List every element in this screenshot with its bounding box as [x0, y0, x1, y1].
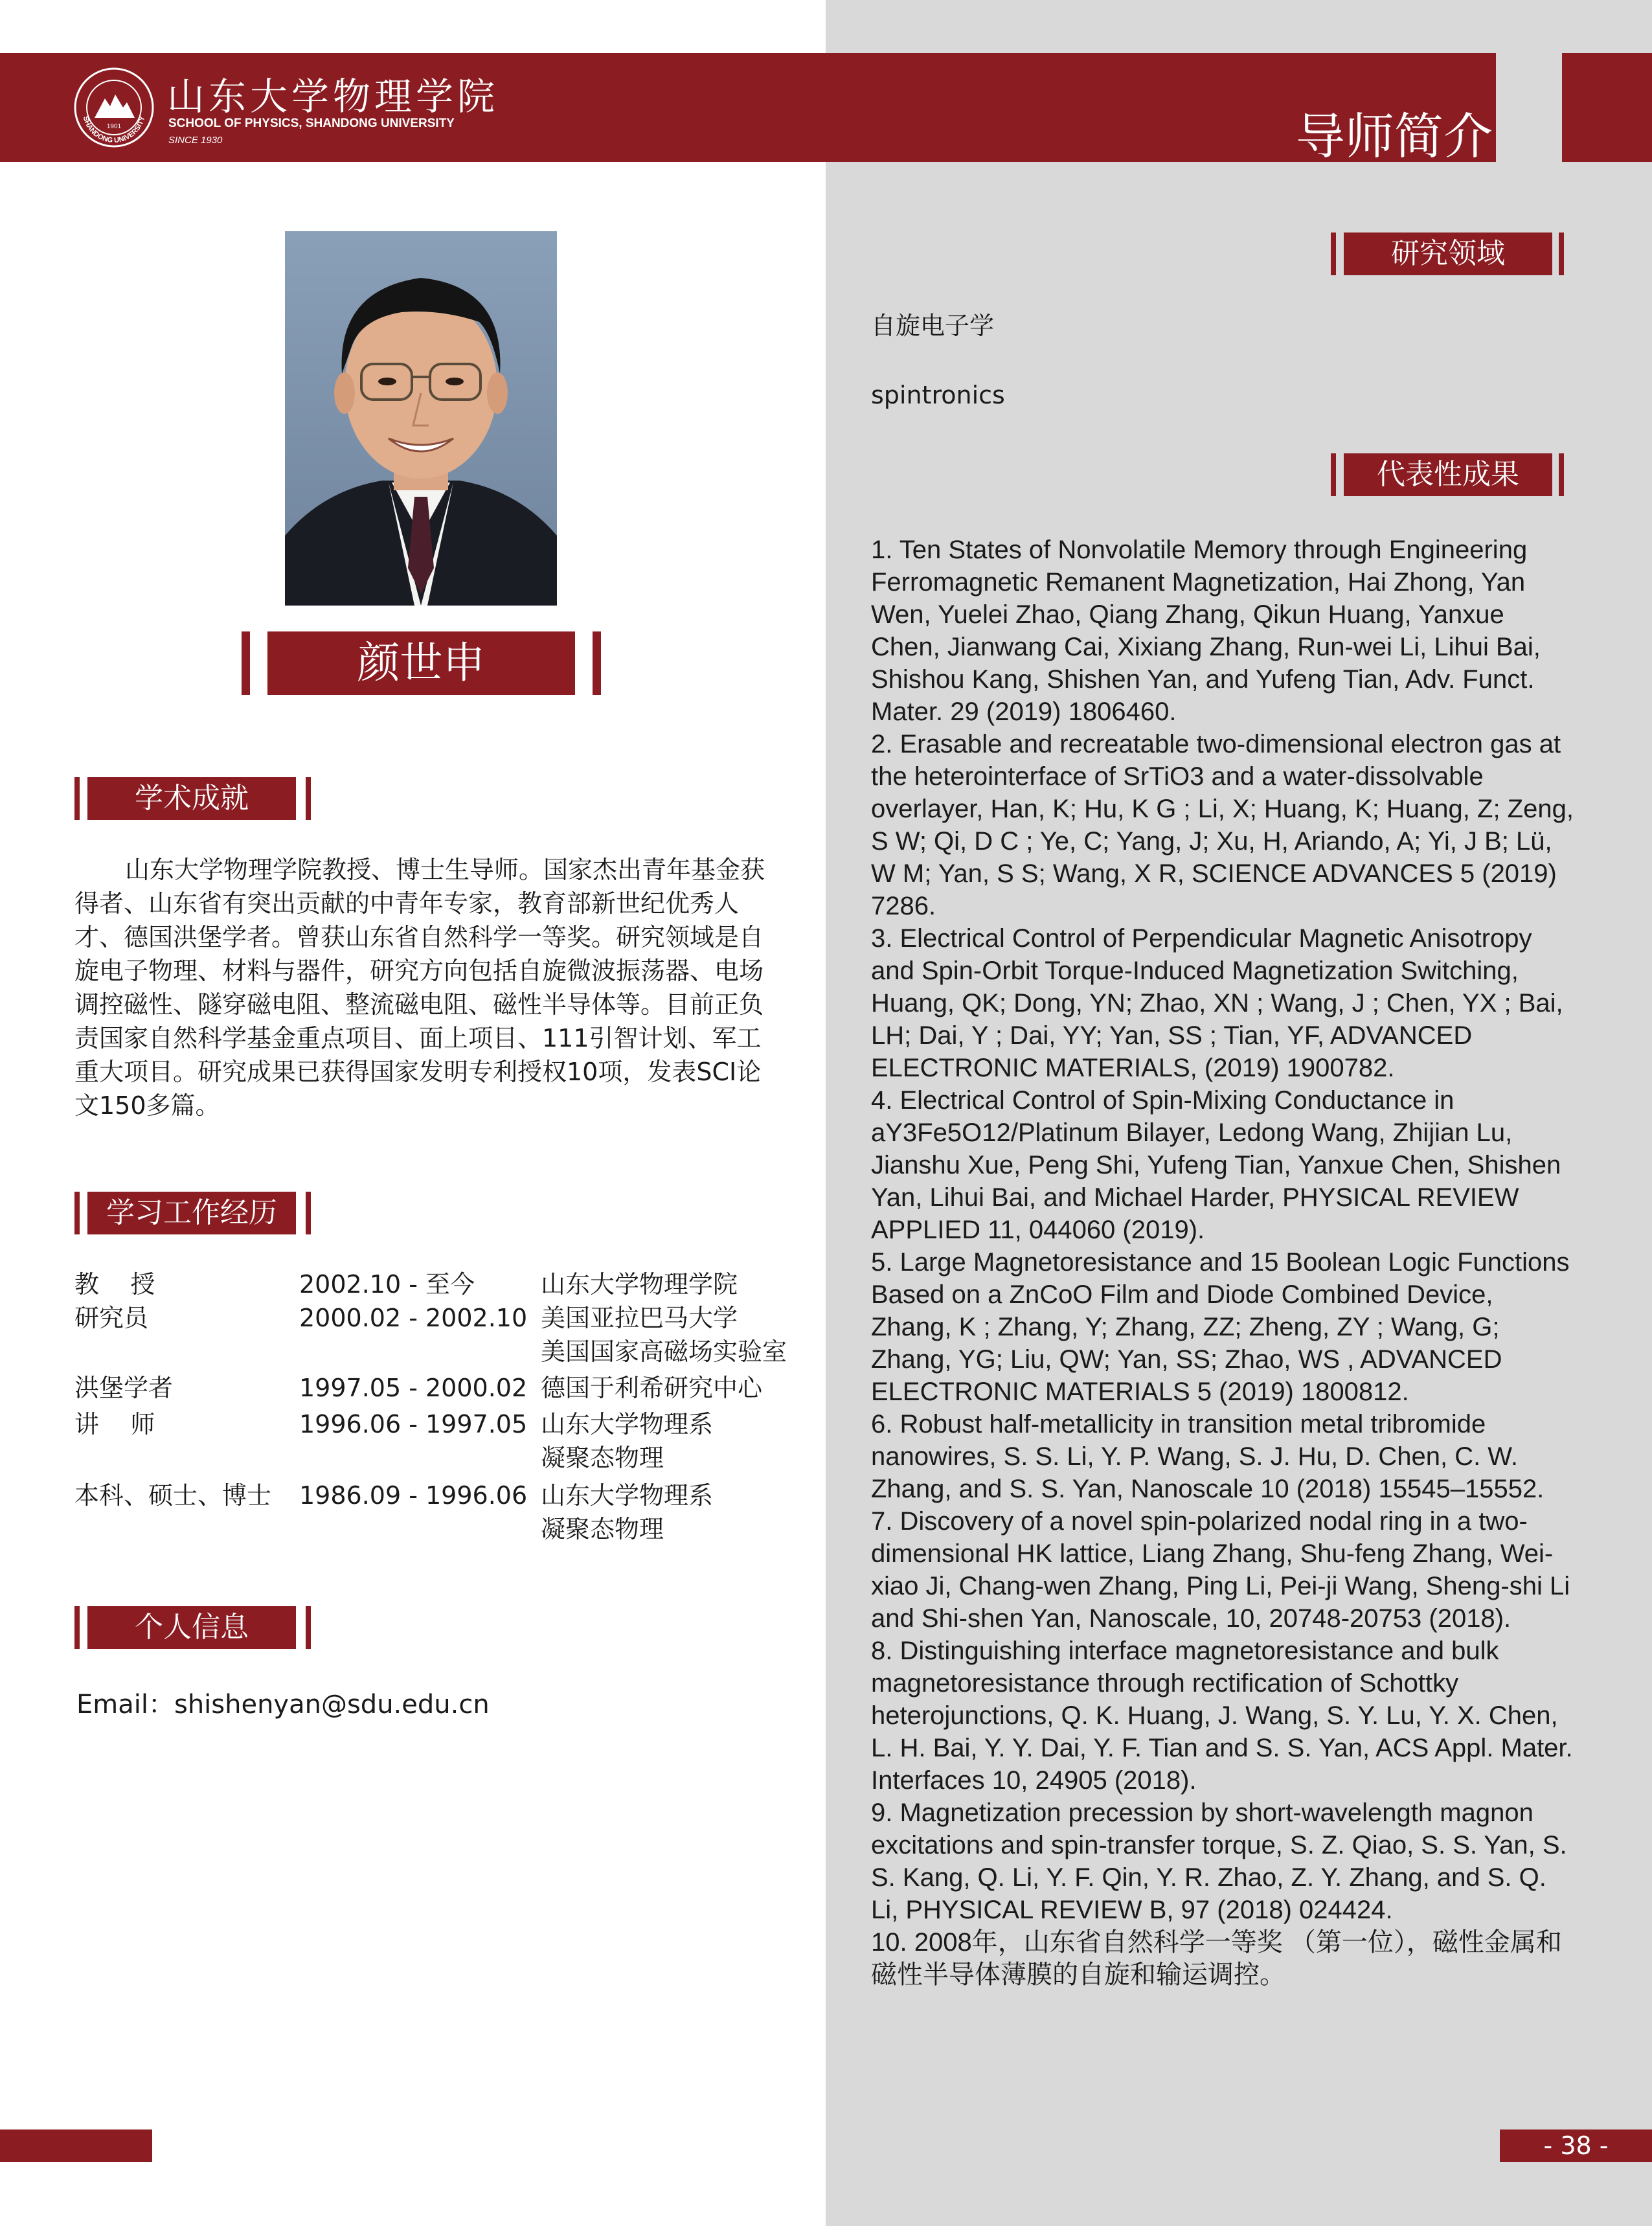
section-header-history [74, 1192, 311, 1234]
history-place: 美国亚拉巴马大学 [541, 1304, 738, 1332]
publications-list [871, 534, 1577, 1991]
section-tick [306, 777, 311, 820]
history-position: 研究员 [74, 1304, 149, 1332]
publication-item: 9. Magnetization precession by short-wavelength magnon excitations and spin-transfer torque, S. Z. Qiao, S. S. Yan, S. S. Kang, Q. Li, Y. F. Qin, Y. R. Zhao, Z. Y. Zhang, and S. Q. Li, PHYSICAL REVIEW B, 97 (2018) 024424. [871, 1799, 1567, 1924]
section-tick [1331, 453, 1336, 496]
history-place: 德国于利希研究中心 [541, 1374, 763, 1402]
achievements-paragraph: 山东大学物理学院教授、博士生导师。国家杰出青年基金获得者、山东省有突出贡献的中青年专家，教育部新世纪优秀人才、德国洪堡学者。曾获山东省自然科学一等奖。研究领域是自旋电子物理、材料与器件，研究方向包括自旋微波振荡器、电场调控磁性、隧穿磁电阻、整流磁电阻、磁性半导体等。目前正负责国家自然科学基金重点项目、面上项目、111引智计划、军工重大项目。研究成果已获得国家发明专利授权10项，发表SCI论文150多篇。 [74, 856, 765, 1120]
section-tick [74, 1606, 80, 1649]
publication-item: 2. Erasable and recreatable two-dimensional electron gas at the heterointerface of SrTiO3 and a water-dissolvable overlayer, Han, K; Hu, K G ; Li, X; Huang, K; Huang, Z; Zeng, S W; Qi, D C ; Ye, C; Yang, J; Xu, H, Ariando, A; Yi, J B; Lü, W M; Yan, S S; Wang, X R, SCIENCE ADVANCES 5 (2019) 7286. [871, 730, 1574, 920]
publication-item: 4. Electrical Control of Spin-Mixing Conductance in aY3Fe5O12/Platinum Bilayer, Ledong Wang, Zhijian Lu, Jianshu Xue, Peng Shi, Yufeng Tian, Yanxue Chen, Shishen Yan, Lihui Bai, and Michael Harder, PHYSICAL REVIEW APPLIED 11, 044060 (2019). [871, 1086, 1561, 1244]
name-plate [242, 631, 601, 695]
history-place: 凝聚态物理 [541, 1444, 664, 1472]
publication-item: 7. Discovery of a novel spin-polarized nodal ring in a two-dimensional HK lattice, Liang Zhang, Shu-feng Zhang, Wei-xiao Ji, Chang-wen Zhang, Ping Li, Pei-ji Wang, Sheng-shi Li and Shi-shen Yan, Nanoscale, 10, 20748-20753 (2018). [871, 1507, 1570, 1633]
name-plate-right-tick [593, 631, 601, 695]
section-header-personal [74, 1606, 311, 1649]
header-accent-block [1562, 53, 1652, 162]
publication-item: 8. Distinguishing interface magnetoresistance and bulk magnetoresistance through rectification of Schottky heterojunctions, Q. K. Huang, J. Wang, S. Y. Lu, Y. X. Chen, L. H. Bai, Y. Y. Dai, Y. F. Tian and S. S. Yan, ACS Appl. Mater. Interfaces 10, 24905 (2018). [871, 1637, 1573, 1795]
history-period: 2002.10 - 至今 [299, 1270, 475, 1299]
school-name-cn: 山东大学物理学院 [167, 74, 499, 119]
history-place: 山东大学物理系 [541, 1410, 714, 1438]
portrait-photo [285, 231, 557, 606]
history-position: 洪堡学者 [74, 1374, 174, 1402]
research-field-en: spintronics [871, 381, 1005, 409]
section-title: 代表性成果 [1344, 453, 1552, 496]
history-place: 山东大学物理系 [541, 1481, 714, 1510]
history-place: 山东大学物理学院 [541, 1270, 738, 1299]
page-number: - 38 - [1500, 2129, 1652, 2162]
history-period: 1986.09 - 1996.06 [299, 1481, 528, 1510]
section-header-publications [1331, 453, 1564, 496]
section-tick [74, 1192, 80, 1234]
section-tick [1559, 233, 1564, 275]
professor-name: 颜世申 [267, 631, 575, 695]
history-place: 凝聚态物理 [541, 1515, 664, 1543]
section-tick [306, 1192, 311, 1234]
page-title: 导师简介 [1296, 108, 1493, 165]
footer-accent-bar [0, 2129, 152, 2162]
section-title: 学习工作经历 [87, 1192, 296, 1234]
publication-item: 3. Electrical Control of Perpendicular Magnetic Anisotropy and Spin-Orbit Torque-Induced Magnetization Switching, Huang, QK; Dong, YN; Zhao, XN ; Wang, J ; Chen, YX ; Bai, LH; Dai, Y ; Dai, YY; Yan, SS ; Tian, YF, ADVANCED ELECTRONIC MATERIALS, (2019) 1900782. [871, 924, 1563, 1082]
name-plate-left-tick [242, 631, 250, 695]
section-header-research [1331, 233, 1564, 275]
email-text: Email：shishenyan@sdu.edu.cn [76, 1690, 490, 1720]
history-position: 讲 师 [74, 1410, 155, 1438]
history-period: 1996.06 - 1997.05 [299, 1410, 528, 1438]
publication-item: 10. 2008年，山东省自然科学一等奖 （第一位），磁性金属和磁性半导体薄膜的自旋和输运调控。 [871, 1928, 1562, 1989]
publication-item: 6. Robust half-metallicity in transition metal tribromide nanowires, S. S. Li, Y. P. Wang, S. J. Hu, D. Chen, C. W. Zhang, and S. S. Yan, Nanoscale 10 (2018) 15545–15552. [871, 1410, 1545, 1503]
school-name-en: SCHOOL OF PHYSICS, SHANDONG UNIVERSITY [168, 117, 455, 130]
section-title: 个人信息 [87, 1606, 296, 1649]
section-title: 研究领域 [1344, 233, 1552, 275]
publication-item: 5. Large Magnetoresistance and 15 Boolean Logic Functions Based on a ZnCoO Film and Diode Combined Device, Zhang, K ; Zhang, Y; Zhang, ZZ; Zheng, ZY ; Wang, G; Zhang, YG; Liu, QW; Yan, SS; Zhao, WS , ADVANCED ELECTRONIC MATERIALS 5 (2019) 1800812. [871, 1248, 1570, 1406]
section-header-achievements [74, 777, 311, 820]
seal-ring-text: SHANDONG UNIVERSITY [81, 115, 147, 145]
seal-year: 1901 [106, 123, 122, 130]
research-field-cn: 自旋电子学 [871, 312, 995, 340]
section-tick [1559, 453, 1564, 496]
achievements-text [74, 853, 774, 1122]
history-period: 1997.05 - 2000.02 [299, 1374, 528, 1402]
history-place: 美国国家高磁场实验室 [541, 1337, 787, 1366]
history-position: 教 授 [74, 1270, 155, 1299]
section-tick [1331, 233, 1336, 275]
school-since: SINCE 1930 [168, 135, 223, 146]
history-position: 本科、硕士、博士 [74, 1481, 272, 1510]
section-tick [306, 1606, 311, 1649]
section-title: 学术成就 [87, 777, 296, 820]
section-tick [74, 777, 80, 820]
publication-item: 1. Ten States of Nonvolatile Memory through Engineering Ferromagnetic Remanent Magnetization, Hai Zhong, Yan Wen, Yuelei Zhao, Qiang Zhang, Qikun Huang, Yanxue Chen, Jianwang Cai, Xixiang Zhang, Run-wei Li, Lihui Bai, Shishou Kang, Shishen Yan, and Yufeng Tian, Adv. Funct. Mater. 29 (2019) 1806460. [871, 536, 1541, 726]
history-period: 2000.02 - 2002.10 [299, 1304, 528, 1332]
university-seal-icon [73, 66, 155, 149]
